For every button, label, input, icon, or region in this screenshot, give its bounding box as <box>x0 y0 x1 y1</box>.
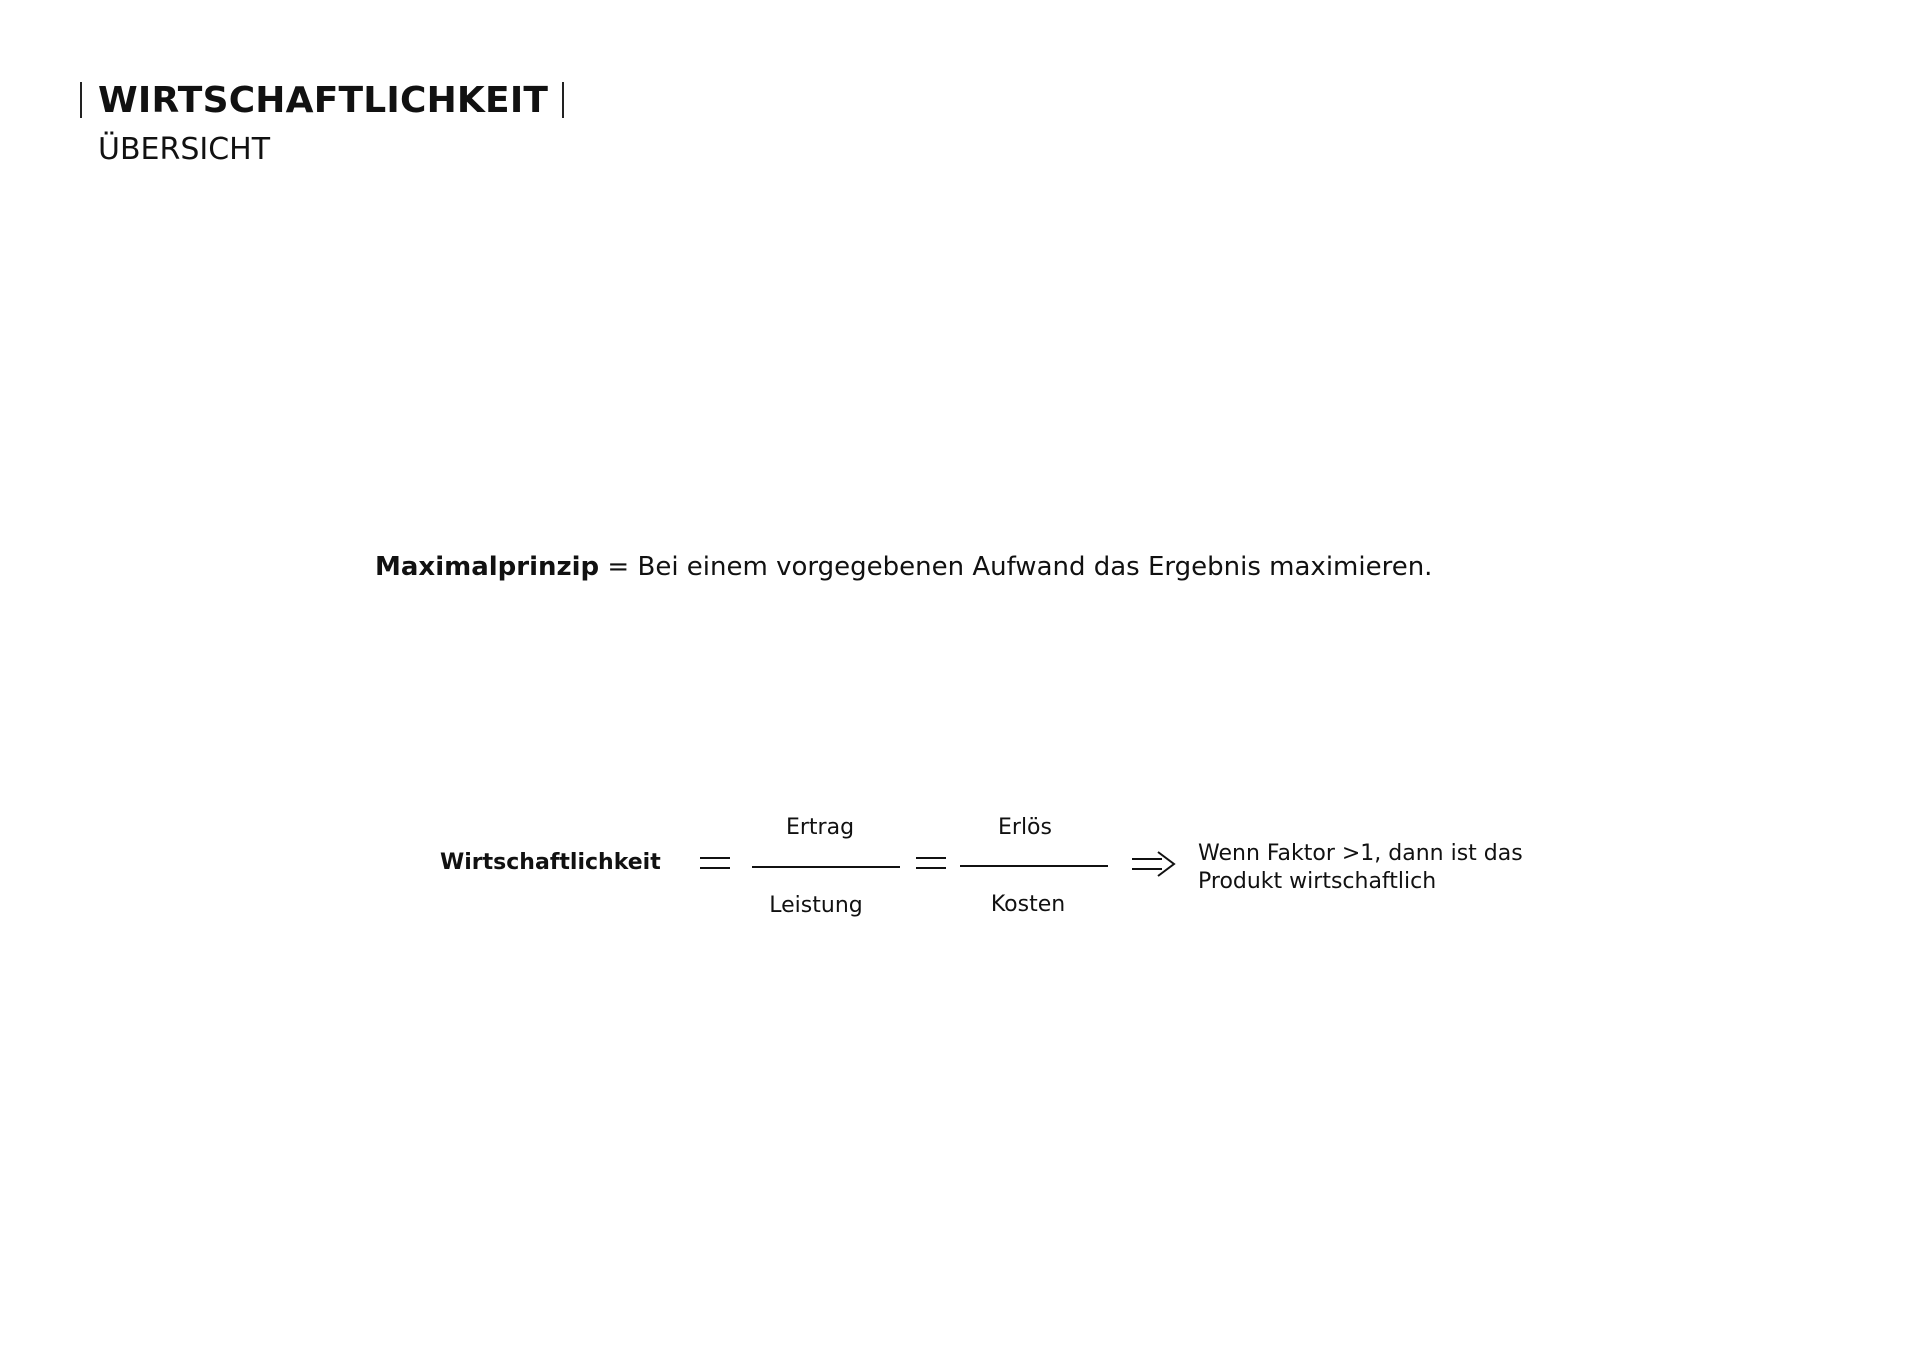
fraction1-numerator: Ertrag <box>785 815 855 840</box>
page-subtitle: ÜBERSICHT <box>98 132 271 167</box>
formula-label: Wirtschaftlichkeit <box>440 850 661 875</box>
conclusion-line-1: Wenn Faktor >1, dann ist das <box>1198 841 1523 866</box>
equals-sign-2 <box>916 855 946 871</box>
page-header <box>80 78 564 167</box>
formula-conclusion <box>1198 840 1528 896</box>
implies-arrow-icon <box>1132 850 1178 878</box>
equals-sign-1 <box>700 855 730 871</box>
page-title: WIRTSCHAFTLICHKEIT <box>98 79 549 121</box>
title-right-bar <box>562 82 564 118</box>
fraction2-numerator: Erlös <box>998 815 1052 840</box>
title-left-bar <box>80 82 82 118</box>
fraction1-denominator: Leistung <box>769 893 863 918</box>
title-row <box>80 78 564 122</box>
fraction2-line <box>960 865 1108 867</box>
principle-statement <box>375 552 1432 582</box>
conclusion-line-2: Produkt wirtschaftlich <box>1198 869 1437 894</box>
principle-definition: = Bei einem vorgegebenen Aufwand das Ergebnis maximieren. <box>599 552 1433 582</box>
principle-term: Maximalprinzip <box>375 552 600 582</box>
fraction1-line <box>752 866 900 868</box>
fraction2-denominator: Kosten <box>990 892 1066 917</box>
